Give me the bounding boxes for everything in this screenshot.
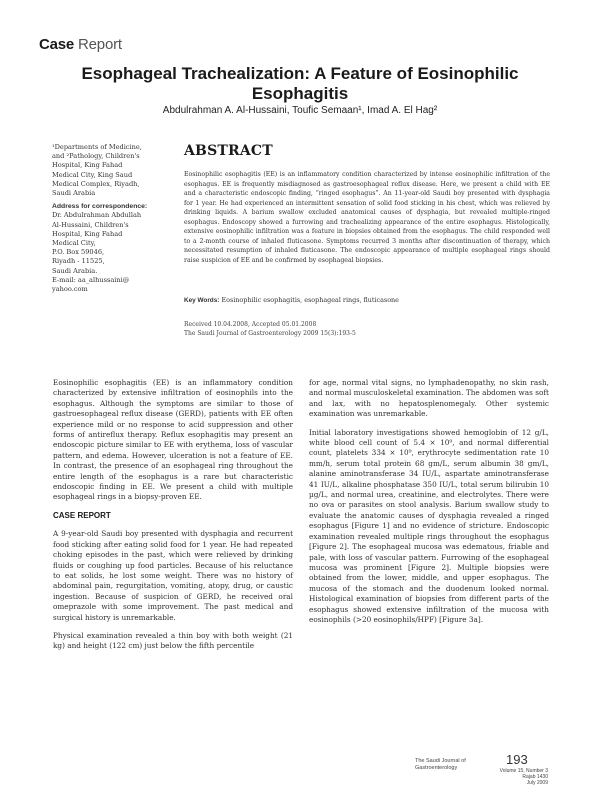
case-paragraph-2: Physical examination revealed a thin boy with both weight (21 kg) and height (122 cm) just below the fifth percentile <box>53 630 293 651</box>
footer-rajab: Rajab 1430 <box>522 774 548 780</box>
right-column <box>309 378 549 633</box>
citation: The Saudi Journal of Gastroenterology 2009 15(3):193-5 <box>184 330 356 337</box>
affiliation-block <box>52 143 174 294</box>
keywords-label: Key Words: <box>184 297 220 304</box>
footer-date: July 2009 <box>526 780 548 786</box>
left-column <box>53 378 293 660</box>
affiliation-departments: ¹Departments of Medicine, and ²Pathology, Children's Hospital, King Fahad Medical City, King Saud Medical Complex, Riyadh, Saudi Arabia <box>52 143 142 198</box>
received-block <box>184 320 550 338</box>
footer-journal-line1: The Saudi Journal of <box>415 758 466 764</box>
lab-paragraph: Initial laboratory investigations showed hemoglobin of 12 g/L, white blood cell count of 5.4 × 10⁹, and normal differential count, platelets 334 × 10⁹, erythrocyte sedimentation rate 10 mm/h, serum total protein 68 gm/L, serum albumin 38 gm/L, alanine aminotransferase 34 IU/L, aspartate aminotransferase 41 IU/L, alkaline phosphatase 350 IU/L, total serum bilirubin 10 µg/L, and normal urea, creatinine, and electrolytes. There were no ova or parasites on stool analysis. Barium swallow study to evaluate the anatomic causes of dysphagia revealed a ringed esophagus [Figure 1] and no evidence of stricture. Endoscopic examination revealed multiple rings throughout the esophagus [Figure 2]. The esophageal mucosa was edematous, friable and pale, with loss of vascular pattern. Furrowing of the esophageal mucosa was prominent [Figure 2]. Multiple biopsies were obtained from the lower, middle, and upper esophagus. The mucosa of the stomach and the duodenum looked normal. Histological examination of biopsies from different parts of the esophagus showed extensive infiltration of the mucosa with eosinophils (>20 eosinophils/HPF) [Figure 3a]. <box>309 427 549 624</box>
correspondence-address: Dr. Abdulrahman Abdullah Al-Hussaini, Children's Hospital, King Fahad Medical City, P.O. Box 59046, Riyadh - 11525, Saudi Arabia. E-mail: aa_alhussaini@ yahoo.com <box>52 211 142 294</box>
author-list: Abdulrahman A. Al-Hussaini, Toufic Semaan¹, Imad A. El Hag² <box>162 105 438 116</box>
footer-volume-number: Volume 15, Number 3 <box>499 768 548 774</box>
exam-paragraph: for age, normal vital signs, no lymphadenopathy, no skin rash, and normal musculoskeletal examination. The abdomen was soft and lax, with no hepatosplenomegaly. Other systemic examination was unremarkable. <box>309 378 549 419</box>
abstract-body: Eosinophilic esophagitis (EE) is an inflammatory condition characterized by intense eosinophilic infiltration of the esophagus. EE is frequently misdiagnosed as gastroesophageal reflux disease. Here, we present a child with EE and a characteristic endoscopic finding, “ringed esophagus”. An 11-year-old Saudi boy presented with dysphagia for 1 year. He had experienced an intermittent sensation of solid food sticking in his chest, which was relieved by drinking liquids. A barium swallow excluded anatomical causes of dysphagia, but revealed multiple-ringed esophagus. Endoscopy showed a furrowing and trachealizing appearance of the entire esophagus. Histologically, extensive eosinophilic infiltration was a feature in biopsies obtained from the esophagus. The child responded well to a 2-month course of inhaled fluticasone. Symptoms recurred 3 months after discontinuation of therapy, which necessitated resumption of inhaled fluticasone. The endoscopic appearance of multiple esophageal rings should raise suspicion of EE and be confirmed by esophageal biopsies. <box>184 171 550 264</box>
footer-journal-line2: Gastroenterology <box>415 765 458 771</box>
case-report-heading: CASE REPORT <box>53 510 111 520</box>
intro-paragraph: Eosinophilic esophagitis (EE) is an inflammatory condition characterized by extensive infiltration of eosinophils into the esophagus. Although the symptoms are similar to those of gastroesophageal reflux disease (GERD), patients with EE often experience mild or no response to acid suppression and other forms of antireflux therapy. Reflux esophagitis may present an endoscopic picture similar to EE with erythema, loss of vascular pattern, and edema. However, ulceration is not a feature of EE. In contrast, the presence of an esophageal ring throughout the entire length of the esophagus is a rare but characteristic endoscopic finding in EE. We present a child with multiple esophageal rings in a biopsy-proven EE. <box>53 378 293 502</box>
page-number: 193 <box>506 752 528 767</box>
abstract-heading: ABSTRACT <box>184 143 273 159</box>
case-paragraph-1: A 9-year-old Saudi boy presented with dysphagia and recurrent food sticking after eating solid food for 1 year. He had repeated choking episodes in the past, which were relieved by drinking fluids or coughing up food particles. Because of his reluctance to eat solids, he lost some weight. There was no history of abdominal pain, regurgitation, vomiting, atopy, drug, or caustic ingestion. Because of suspicion of GERD, he received oral omeprazole with some improvement. The past medical and surgical history is unremarkable. <box>53 529 293 622</box>
section-label-bold: Case <box>39 36 75 53</box>
footer-volume <box>478 768 548 786</box>
section-label-light: Report <box>78 36 122 53</box>
keywords-list: Eosinophilic esophagitis, esophageal rings, fluticasone <box>221 296 399 304</box>
article-title: Esophageal Trachealization: A Feature of Eosinophilic Esophagitis <box>81 64 519 103</box>
correspondence-heading: Address for correspondence: <box>52 203 148 211</box>
received-dates: Received 10.04.2008, Accepted 05.01.2008 <box>184 321 317 328</box>
footer-journal <box>415 758 485 772</box>
keywords <box>184 296 550 304</box>
section-label <box>39 36 122 53</box>
